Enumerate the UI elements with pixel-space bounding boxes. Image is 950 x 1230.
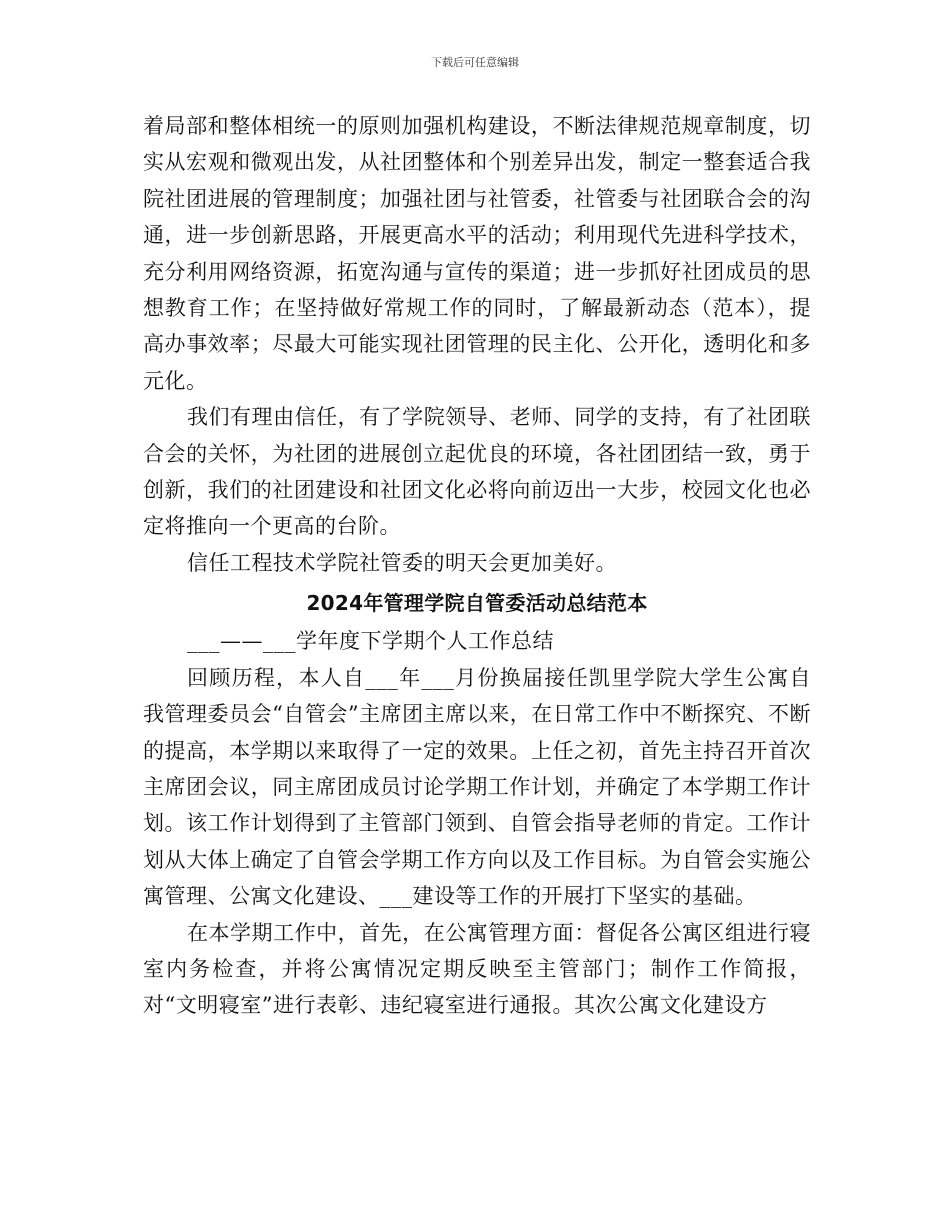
paragraph-closing: 信任工程技术学院社管委的明天会更加美好。 — [187, 550, 617, 575]
paragraph-subtitle: ___——___学年度下学期个人工作总结 — [187, 629, 554, 654]
paragraph-trust-leadership: 我们有理由信任，有了学院领导、老师、同学的支持，有了社团联合会的关怀，为社团的进展创立起优良的环境，各社团团结一致，勇于创新，我们的社团建设和社团文化必将向前迈出一大步，校园文化也必定将推向一个更高的台阶。 — [143, 405, 811, 539]
page-header: 下载后可任意编辑 — [431, 56, 519, 69]
section-title: 2024年管理学院自管委活动总结范本 — [306, 591, 648, 616]
paragraph-review: 回顾历程，本人自___年___月份换届接任凯里学院大学生公寓自我管理委员会“自管会”主席团主席以来，在日常工作中不断探究、不断的提高，本学期以来取得了一定的效果。上任之初，首先主持召开首次主席团会议，同主席团成员讨论学期工作计划，并确定了本学期工作计划。该工作计划得到了主管部门领到、自管会指导老师的肯定。工作计划从大体上确定了自管会学期工作方向以及工作目标。为自管会实施公寓管理、公寓文化建设、___建设等工作的开展打下坚实的基础。 — [143, 665, 811, 909]
document-body — [143, 108, 811, 1024]
paragraph-continuation: 着局部和整体相统一的原则加强机构建设，不断法律规范规章制度，切实从宏观和微观出发，从社团整体和个别差异出发，制定一整套适合我院社团进展的管理制度；加强社团与社管委，社管委与社团联合会的沟通，进一步创新思路，开展更高水平的活动；利用现代先进科学技术，充分利用网络资源，拓宽沟通与宣传的渠道；进一步抓好社团成员的思想教育工作；在坚持做好常规工作的同时，了解最新动态（范本），提高办事效率；尽最大可能实现社团管理的民主化、公开化，透明化和多元化。 — [143, 114, 811, 393]
paragraph-semester-work: 在本学期工作中，首先，在公寓管理方面：督促各公寓区组进行寝室内务检查，并将公寓情况定期反映至主管部门；制作工作简报，对“文明寝室”进行表彰、违纪寝室进行通报。其次公寓文化建设方 — [143, 920, 811, 1018]
